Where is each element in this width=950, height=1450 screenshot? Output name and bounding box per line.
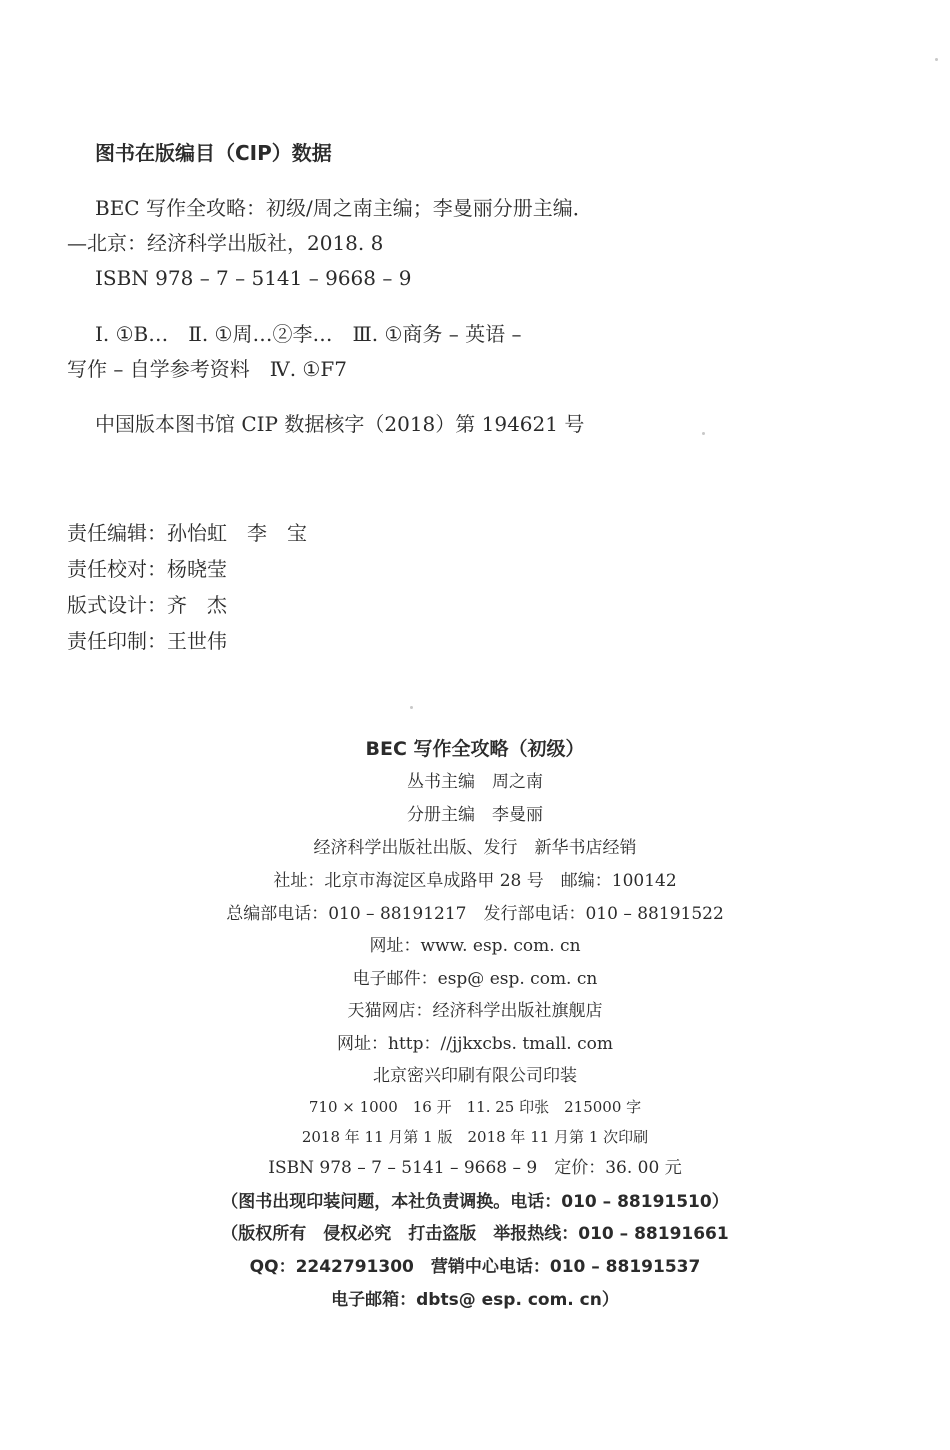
- scan-speck: [702, 432, 705, 435]
- colophon-notice-contact: QQ：2242791300 营销中心电话：010 – 88191537: [249, 1257, 701, 1277]
- colophon-printer: 北京密兴印刷有限公司印装: [373, 1066, 577, 1086]
- cip-classification-1: Ⅰ. ①B… Ⅱ. ①周…②李… Ⅲ. ①商务 – 英语 –: [95, 322, 522, 346]
- cip-heading: 图书在版编目（CIP）数据: [95, 141, 332, 165]
- colophon-tmall-url: 网址：http：//jjkxcbs. tmall. com: [337, 1034, 613, 1054]
- staff-editor: 责任编辑：孙怡虹 李 宝: [67, 521, 307, 545]
- cip-classification-2: 写作 – 自学参考资料 Ⅳ. ①F7: [67, 357, 347, 381]
- scan-speck: [410, 706, 413, 709]
- scan-speck: [935, 58, 938, 61]
- colophon-volume-editor: 分册主编 李曼丽: [407, 805, 543, 825]
- colophon-phones: 总编部电话：010 – 88191217 发行部电话：010 – 88191522: [226, 904, 724, 924]
- colophon-title: BEC 写作全攻略（初级）: [365, 738, 585, 760]
- colophon-notice-email: 电子邮箱：dbts@ esp. com. cn）: [331, 1290, 619, 1310]
- cip-line-2: —北京：经济科学出版社，2018. 8: [67, 231, 384, 255]
- cip-line-1: BEC 写作全攻略：初级/周之南主编；李曼丽分册主编．: [95, 196, 593, 220]
- colophon-isbn-price: ISBN 978 – 7 – 5141 – 9668 – 9 定价：36. 00 元: [268, 1158, 682, 1178]
- cip-approval-number: 中国版本图书馆 CIP 数据核字（2018）第 194621 号: [95, 412, 585, 436]
- staff-designer: 版式设计：齐 杰: [67, 593, 227, 617]
- colophon-address: 社址：北京市海淀区阜成路甲 28 号 邮编：100142: [273, 871, 677, 891]
- colophon-website: 网址：www. esp. com. cn: [369, 936, 581, 956]
- staff-printing: 责任印制：王世伟: [67, 629, 227, 653]
- staff-proofreader: 责任校对：杨晓莹: [67, 557, 227, 581]
- cip-isbn: ISBN 978 – 7 – 5141 – 9668 – 9: [95, 266, 412, 290]
- colophon-tmall-store: 天猫网店：经济科学出版社旗舰店: [347, 1001, 603, 1021]
- colophon-series-editor: 丛书主编 周之南: [407, 772, 543, 792]
- colophon-notice-copyright: （版权所有 侵权必究 打击盗版 举报热线：010 – 88191661: [221, 1224, 729, 1244]
- colophon-email: 电子邮件：esp@ esp. com. cn: [352, 969, 598, 989]
- colophon-publisher: 经济科学出版社出版、发行 新华书店经销: [313, 838, 637, 858]
- colophon-notice-quality: （图书出现印装问题，本社负责调换。电话：010 – 88191510）: [221, 1192, 729, 1212]
- colophon-format: 710 × 1000 16 开 11. 25 印张 215000 字: [308, 1098, 642, 1116]
- colophon-edition: 2018 年 11 月第 1 版 2018 年 11 月第 1 次印刷: [301, 1128, 649, 1146]
